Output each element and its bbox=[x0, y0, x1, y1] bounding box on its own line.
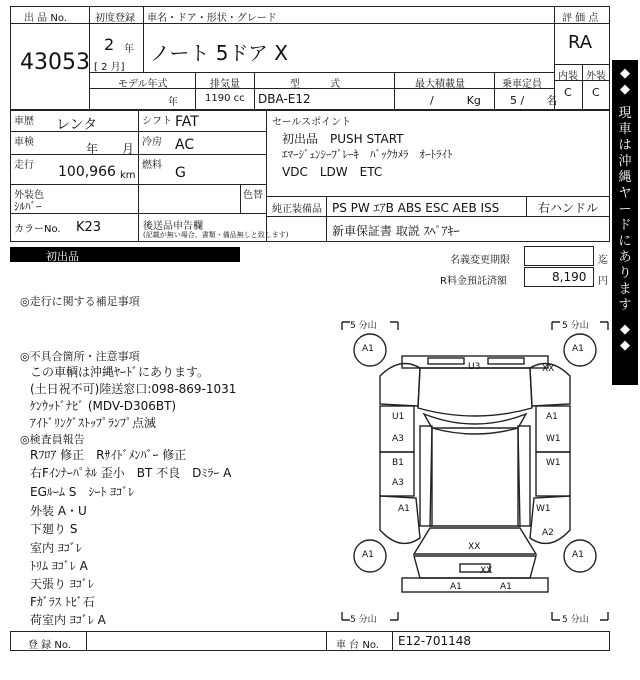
rear-hatch bbox=[414, 556, 536, 578]
sidebar-char: す bbox=[618, 298, 632, 313]
color-no: K23 bbox=[76, 220, 102, 235]
ac-label: 冷房 bbox=[142, 137, 162, 148]
year-num: 2 bbox=[104, 35, 115, 54]
name-change-unit: 迄 bbox=[598, 255, 608, 266]
defect-4: ｱｲﾄﾞﾘﾝｸﾞｽﾄｯﾌﾟﾗﾝﾌﾟ点滅 bbox=[30, 416, 157, 430]
spec-row-1 bbox=[10, 131, 266, 132]
inspector-9: Fｶﾞﾗｽ ﾄﾋﾞ石 bbox=[30, 595, 95, 609]
sales-line-3: VDC LDW ETC bbox=[282, 165, 383, 179]
exterior-label: 外装 bbox=[586, 71, 606, 82]
inspector-10: 荷室内 ﾖｺﾞﾚ A bbox=[30, 613, 106, 627]
footer-col-3 bbox=[392, 631, 393, 651]
left-front-door-a: A3 bbox=[392, 434, 404, 444]
rear-bumper-right-grade: A1 bbox=[500, 582, 512, 592]
sidebar-char: 現 bbox=[618, 106, 632, 121]
rear-glass-grade: XX bbox=[468, 542, 481, 552]
sidebar-char: 車 bbox=[618, 122, 632, 137]
year-unit: 年 bbox=[124, 44, 134, 55]
inspector-1: Rﾌﾛｱ 修正 Rｻｲﾄﾞﾒﾝﾊﾞｰ 修正 bbox=[30, 448, 187, 462]
inspection-year: 年 bbox=[86, 142, 99, 156]
inspector-heading: ◎検査員報告 bbox=[20, 433, 85, 446]
sidebar-char: ◆ bbox=[620, 338, 630, 353]
windshield bbox=[424, 414, 526, 434]
first-reg-divider bbox=[143, 6, 144, 72]
warranty: 新車保証書 取説 ｽﾍﾟｱｷｰ bbox=[332, 224, 460, 238]
name-change-label: 名義変更期限 bbox=[450, 255, 510, 266]
grade-label: 評 価 点 bbox=[562, 13, 599, 24]
footer-col-2 bbox=[326, 631, 327, 651]
recycle-label: R料金預託済額 bbox=[440, 276, 507, 287]
inspector-8: 天張り ﾖｺﾞﾚ bbox=[30, 577, 94, 591]
inspection-label: 車検 bbox=[14, 137, 34, 148]
first-reg-label: 初度登録 bbox=[95, 13, 135, 24]
capacity-label: 乗車定員 bbox=[502, 79, 542, 90]
left-front-door-u: U1 bbox=[392, 412, 405, 422]
spec-row-3a bbox=[10, 184, 266, 185]
ac: AC bbox=[175, 137, 195, 153]
sales-line-1: 初出品 PUSH START bbox=[282, 132, 404, 146]
chassis-label: 車 台 No. bbox=[336, 640, 379, 651]
front-right-fender-grade: XX bbox=[542, 364, 555, 374]
grade-sub-divider bbox=[582, 64, 583, 110]
tire-fr-grade: A1 bbox=[572, 344, 584, 354]
sidebar-char: ◆ bbox=[620, 82, 630, 97]
spec-row-2 bbox=[10, 154, 266, 155]
retrofit-label: 後送品申告欄 bbox=[143, 221, 203, 232]
model-year-label: モデル年式 bbox=[118, 79, 168, 90]
roof bbox=[430, 428, 520, 526]
inspector-7: ﾄﾘﾑ ﾖｺﾞﾚ A bbox=[30, 559, 88, 573]
mileage-unit: km bbox=[120, 170, 136, 181]
equipment-col-1 bbox=[326, 196, 327, 242]
rear-left-fender-grade: A1 bbox=[398, 504, 410, 514]
std-equipment: PS PW ｴｱB ABS ESC AEB ISS bbox=[332, 201, 500, 215]
max-load: / Kg bbox=[430, 94, 481, 107]
inspection-month: 月 bbox=[122, 142, 135, 156]
equipment-row-mid bbox=[266, 216, 610, 217]
sidebar-char: は bbox=[618, 138, 632, 153]
right-rear-door-w: W1 bbox=[546, 458, 561, 468]
footer-frame bbox=[10, 631, 610, 651]
rear-hatch-grade: XX bbox=[480, 566, 493, 576]
spec-col-1 bbox=[138, 110, 139, 213]
hood-grade: U3 bbox=[468, 362, 481, 372]
sidebar-char: 沖 bbox=[618, 154, 632, 169]
retrofit-col bbox=[138, 213, 139, 242]
car-name: ノート 5ドア X bbox=[150, 41, 288, 65]
lot-no: 43053 bbox=[20, 50, 90, 75]
sidebar-char: ◆ bbox=[620, 322, 630, 337]
front-left-fender bbox=[380, 364, 420, 407]
exterior-grade: C bbox=[592, 86, 600, 99]
okinawa-yard-sidebar bbox=[612, 60, 638, 385]
right-front-door-w: W1 bbox=[546, 434, 561, 444]
sales-points-label: セールスポイント bbox=[272, 117, 352, 128]
model-code: DBA-E12 bbox=[258, 92, 311, 106]
footer-col-1 bbox=[86, 631, 87, 651]
capacity: 5 / 名 bbox=[510, 94, 558, 107]
car-name-label: 車名・ドア・形状・グレード bbox=[147, 13, 277, 24]
shift: FAT bbox=[175, 114, 199, 130]
month-bracket: [ 2 月] bbox=[94, 62, 125, 73]
ext-color-label: 外装色 bbox=[14, 190, 44, 201]
sidebar-char: ◆ bbox=[620, 66, 630, 81]
tire-fl-grade: A1 bbox=[362, 344, 374, 354]
model-col-2 bbox=[254, 72, 255, 110]
car-diagram bbox=[340, 316, 610, 626]
inspector-6: 室内 ﾖｺﾞﾚ bbox=[30, 541, 82, 555]
right-front-door-a: A1 bbox=[546, 412, 558, 422]
color-label: 色替 bbox=[243, 190, 263, 201]
mileage: 100,966 bbox=[58, 164, 116, 180]
type-label: 型 式 bbox=[290, 79, 340, 90]
sidebar-char: ま bbox=[618, 282, 632, 297]
rear-bumper bbox=[402, 578, 548, 592]
mileage-label: 走行 bbox=[14, 160, 34, 171]
shift-label: シフト bbox=[142, 116, 172, 127]
sidebar-char: 縄 bbox=[618, 170, 632, 185]
inspector-3: EGﾙｰﾑ S ｼｰﾄ ﾖｺﾞﾚ bbox=[30, 485, 135, 499]
left-rear-door-b: B1 bbox=[392, 458, 404, 468]
model-col-3 bbox=[394, 72, 395, 110]
sidebar-char: に bbox=[618, 234, 632, 249]
model-col-4 bbox=[494, 72, 495, 110]
grade: RA bbox=[568, 32, 593, 53]
displacement-label: 排気量 bbox=[210, 79, 240, 90]
inspector-4: 外装 A・U bbox=[30, 504, 87, 518]
first-listing: 初出品 bbox=[46, 250, 79, 263]
first-listing-banner bbox=[10, 247, 240, 262]
model-year-unit: 年 bbox=[168, 97, 178, 108]
front-grille-right bbox=[488, 358, 524, 364]
inspector-5: 下廻り S bbox=[30, 522, 78, 536]
sidebar-char: あ bbox=[618, 250, 632, 265]
defect-2: (土日祝不可)陸送窓口:098-869-1031 bbox=[30, 382, 237, 396]
driving-heading: ◎走行に関する補足事項 bbox=[20, 295, 140, 308]
lot-no-divider bbox=[89, 6, 90, 110]
model-row-top bbox=[89, 72, 555, 73]
ext-color: ｼﾙﾊﾞｰ bbox=[14, 200, 42, 213]
history: レンタ bbox=[56, 117, 98, 133]
sidebar-char: ー bbox=[618, 202, 632, 217]
history-label: 車歴 bbox=[14, 116, 34, 127]
defects-heading: ◎不具合箇所・注意事項 bbox=[20, 350, 140, 363]
grade-divider bbox=[554, 6, 555, 110]
sidebar-char: り bbox=[618, 266, 632, 281]
defect-3: ｹﾝｳｯﾄﾞﾅﾋﾞ (MDV-D306BT) bbox=[30, 399, 177, 413]
tr-tire-depth: 5 分山 bbox=[562, 321, 589, 331]
inspector-2: 右Fｲﾝﾅｰﾊﾟﾈﾙ 歪小 BT 不良 Dﾐﾗｰ A bbox=[30, 466, 232, 480]
sidebar-char: ド bbox=[618, 218, 632, 233]
equipment-row-top bbox=[266, 196, 610, 197]
retrofit-note: (記載が無い場合、書類・備品無しと致します) bbox=[143, 231, 289, 239]
lot-no-label: 出 品 No. bbox=[24, 13, 67, 24]
rear-right-fender-w: W1 bbox=[536, 504, 551, 514]
name-change-box bbox=[524, 246, 594, 266]
displacement: 1190 cc bbox=[205, 93, 245, 104]
recycle-amount: 8,190 bbox=[552, 270, 587, 284]
interior-label: 内装 bbox=[558, 71, 578, 82]
equipment-col-2 bbox=[526, 196, 527, 216]
interior-grade: C bbox=[564, 86, 572, 99]
color-no-label: カラーNo. bbox=[14, 224, 61, 235]
tl-tire-depth: 5 分山 bbox=[350, 321, 377, 331]
handle: 右ハンドル bbox=[538, 201, 599, 215]
sidebar-char: ヤ bbox=[618, 186, 632, 201]
left-rear-door-a: A3 bbox=[392, 478, 404, 488]
front-grille-left bbox=[428, 358, 464, 364]
br-tire-depth: 5 分山 bbox=[562, 615, 589, 625]
recycle-unit: 円 bbox=[598, 276, 608, 287]
max-load-label: 最大積載量 bbox=[415, 79, 465, 90]
tire-rr-grade: A1 bbox=[572, 550, 584, 560]
reg-no-label: 登 録 No. bbox=[28, 640, 71, 651]
color-col bbox=[240, 184, 241, 213]
defect-1: この車輌は沖縄ﾔｰﾄﾞにあります。 bbox=[30, 365, 210, 379]
tire-rl-grade: A1 bbox=[362, 550, 374, 560]
rear-bumper-left-grade: A1 bbox=[450, 582, 462, 592]
chassis-no: E12-701148 bbox=[398, 634, 471, 648]
model-col-1 bbox=[195, 72, 196, 110]
fuel-label: 燃料 bbox=[142, 160, 162, 171]
bl-tire-depth: 5 分山 bbox=[350, 615, 377, 625]
fuel: G bbox=[175, 165, 186, 181]
sales-line-2: ｴﾏｰｼﾞｪﾝｼｰﾌﾞﾚｰｷ ﾊﾞｯｸｶﾒﾗ ｵｰﾄﾗｲﾄ bbox=[282, 148, 453, 161]
std-equipment-label: 純正装備品 bbox=[272, 204, 322, 215]
spec-col-2 bbox=[266, 110, 267, 242]
hood bbox=[418, 368, 532, 416]
rear-right-fender-a: A2 bbox=[542, 528, 554, 538]
